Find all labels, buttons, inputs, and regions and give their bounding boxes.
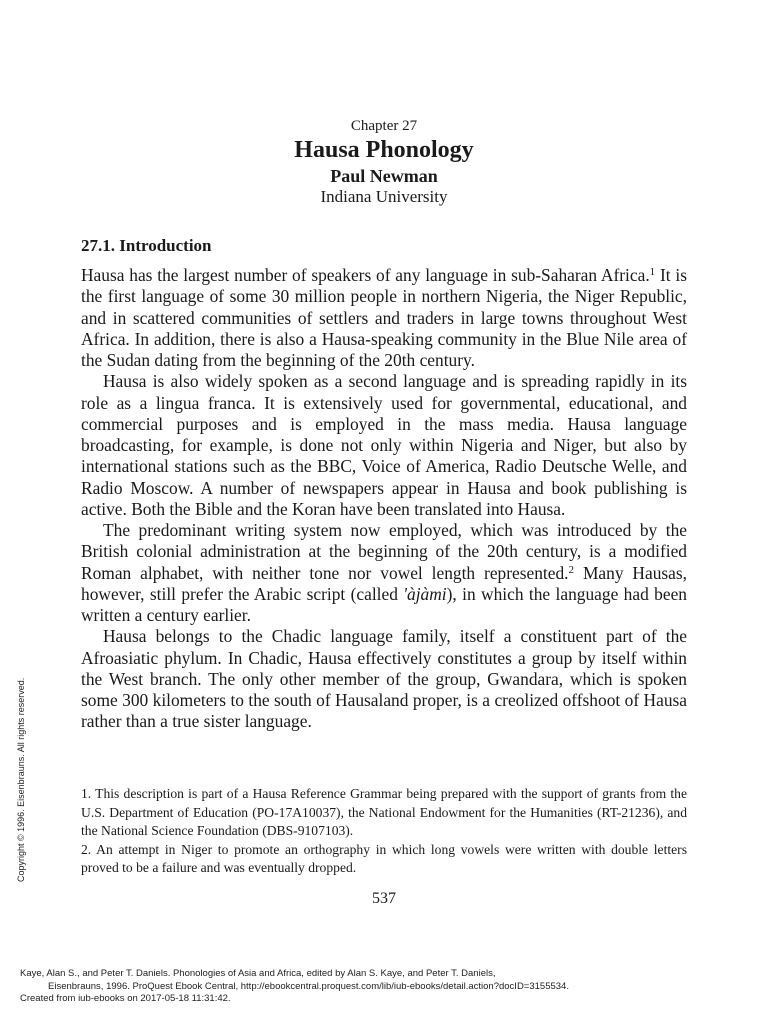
footnote-ref-2: 2 [568, 563, 575, 576]
citation-block [20, 968, 760, 1006]
author-affiliation: Indiana University [320, 187, 448, 206]
section-heading: 27.1. Introduction [81, 236, 212, 255]
page-number: 537 [372, 890, 396, 907]
paragraph-4: Hausa belongs to the Chadic language family, itself a constituent part of the Afroasiatic phylum. In Chadic, Hausa effectively constitutes a group by itself within the West branch. The only other member of the group, Gwandara, which is spoken some 300 kilometers to the south of Hausaland proper, is a creolized offshoot of Hausa rather than a true sister language. [81, 626, 687, 732]
chapter-number: Chapter 27 [350, 118, 418, 134]
author-name: Paul Newman [330, 166, 438, 186]
paragraph-3-text-b: Many Hausas, however, still prefer the Arabic script (called [81, 562, 687, 604]
paragraph-2: Hausa is also widely spoken as a second language and is spreading rapidly in its role as a lingua franca. It is extensively used for governmental, educational, and commercial purposes and is employed in the mass media. Hausa language broadcasting, for example, is done not only within Nigeria and Niger, but also by international stations such as the BBC, Voice of America, Radio Deutsche Welle, and Radio Moscow. A number of newspapers appear in Hausa and book publishing is active. Both the Bible and the Koran have been translated into Hausa. [81, 371, 687, 519]
chapter-title: Hausa Phonology [294, 137, 474, 163]
citation-line-2: Eisenbrauns, 1996. ProQuest Ebook Central, http://ebookcentral.proquest.com/lib/iub-ebooks/detail.action?docID=3155534. [48, 980, 569, 992]
citation-line-3: Created from iub-ebooks on 2017-05-18 11:31:42. [20, 993, 231, 1004]
ajami-term: 'àjàmi [403, 583, 447, 604]
citation-line-1: Kaye, Alan S., and Peter T. Daniels. Phonologies of Asia and Africa, edited by Alan S. Kaye, and Peter T. Daniels, [20, 968, 496, 979]
footnotes [81, 785, 687, 878]
footnote-1: 1. This description is part of a Hausa Reference Grammar being prepared with the support of grants from the U.S. Department of Education (PO-17A10037), the National Endowment for the Humanities (RT-21236), and the National Science Foundation (DBS-9107103). [81, 786, 687, 838]
footnote-2: 2. An attempt in Niger to promote an orthography in which long vowels were written with double letters proved to be a failure and was eventually dropped. [81, 841, 687, 875]
side-copyright: Copyright © 1996. Eisenbrauns. All rights reserved. [16, 677, 26, 882]
paragraph-1-text-b: It is the first language of some 30 million people in northern Nigeria, the Niger Republic, and in scattered communities of settlers and traders in large towns throughout West Africa. In addition, there is also a Hausa-speaking community in the Blue Nile area of the Sudan dating from the beginning of the 20th century. [81, 265, 687, 370]
paragraph-3 [81, 520, 687, 626]
paragraph-3-text-c: ), in which the language had been written a century earlier. [81, 583, 687, 625]
body-text [81, 265, 687, 733]
paragraph-1-text-a: Hausa has the largest number of speakers of any language in sub-Saharan Africa. [81, 265, 650, 285]
paragraph-3-text-a: The predominant writing system now employed, which was introduced by the British colonial administration at the beginning of the 20th century, is a modified Roman alphabet, with neither tone nor vowel length represented. [81, 520, 687, 583]
paragraph-1 [81, 265, 687, 371]
footnote-ref-1: 1 [649, 265, 656, 278]
